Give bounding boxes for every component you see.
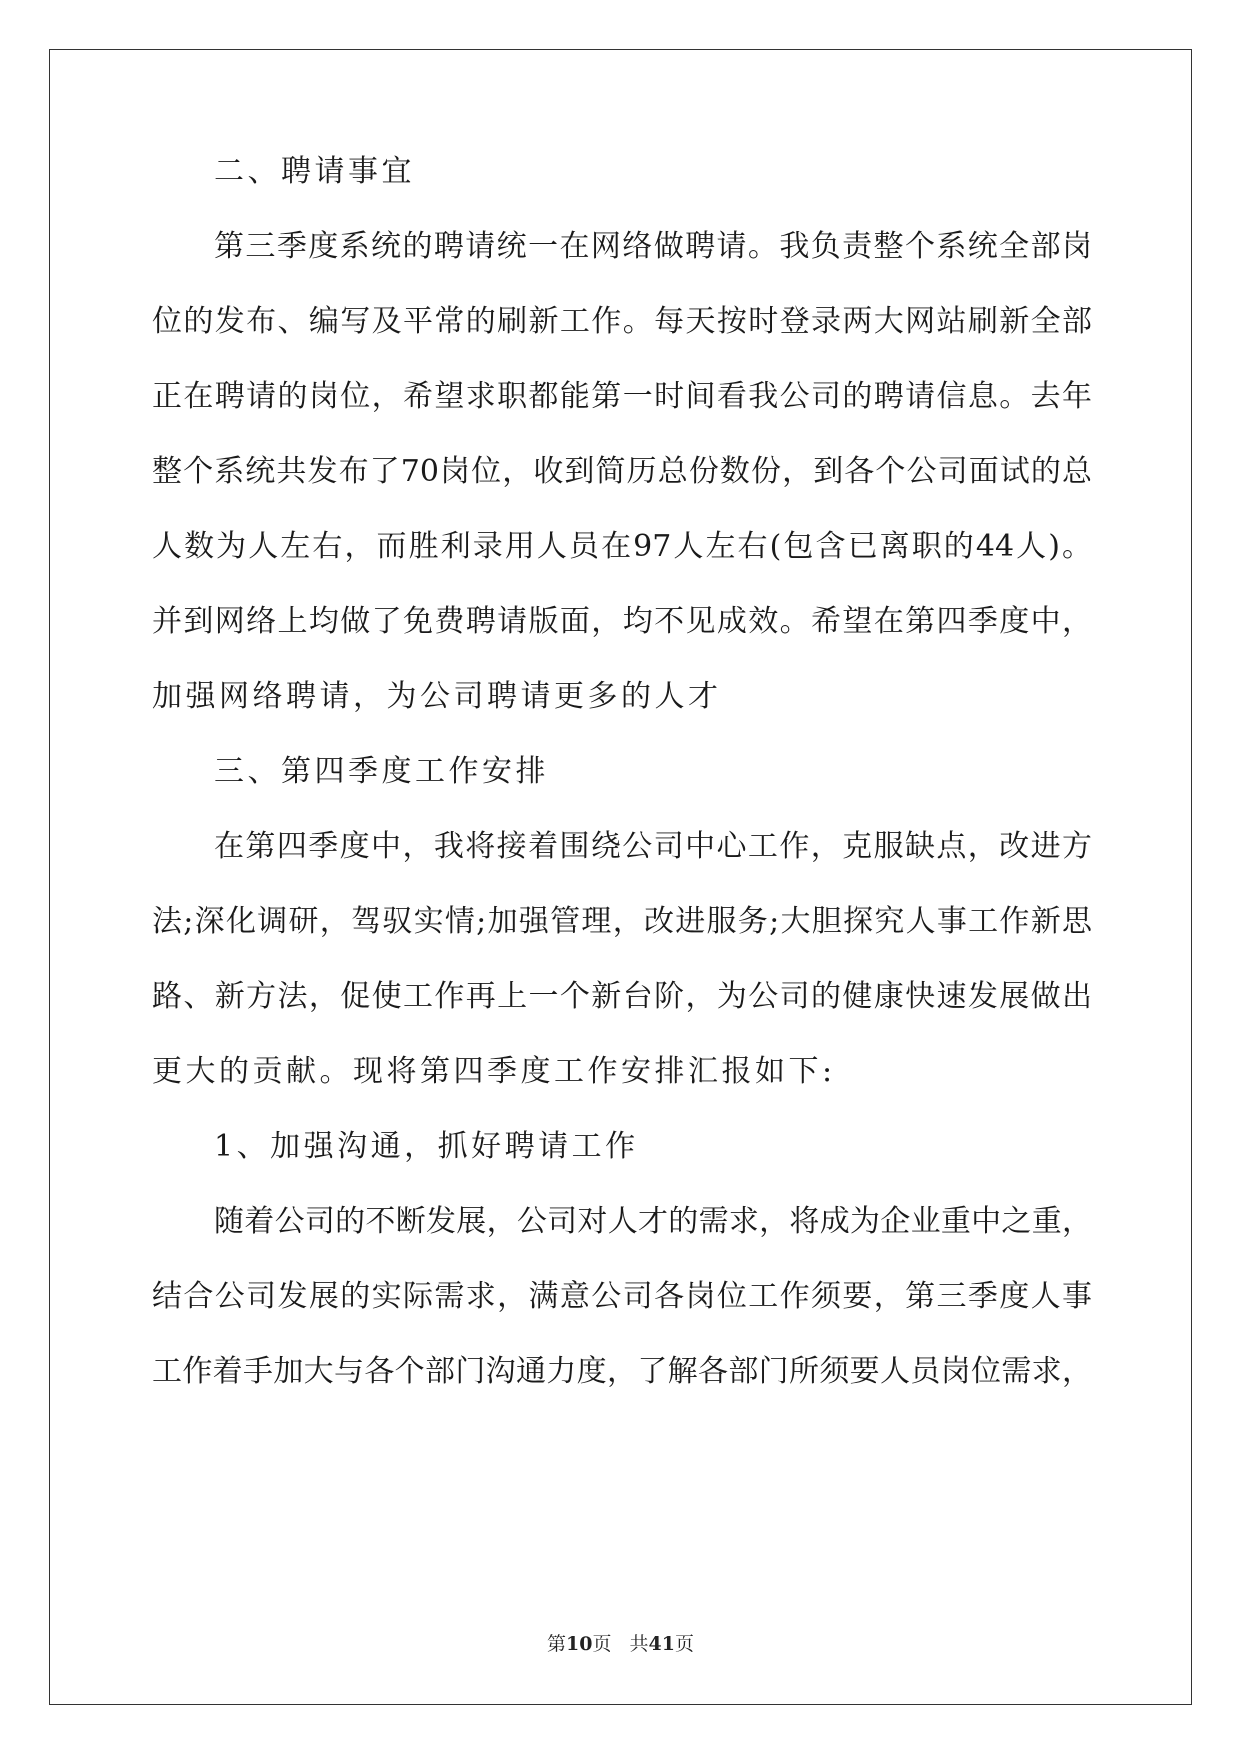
page-current: 10 bbox=[566, 1633, 593, 1655]
paragraph-line: 加强网络聘请，为公司聘请更多的人才 bbox=[152, 679, 722, 714]
page-border bbox=[49, 49, 1192, 1705]
page-total: 41 bbox=[648, 1633, 675, 1655]
paragraph-line: 路、新方法，促使工作再上一个新台阶，为公司的健康快速发展做出 bbox=[152, 979, 1092, 1014]
paragraph-line: 法;深化调研，驾驭实情;加强管理，改进服务;大胆探究人事工作新思 bbox=[152, 904, 1092, 939]
paragraph-line: 人数为人左右，而胜利录用人员在97人左右(包含已离职的44人)。 bbox=[152, 529, 1092, 564]
paragraph-line: 位的发布、编写及平常的刷新工作。每天按时登录两大网站刷新全部 bbox=[152, 304, 1092, 339]
paragraph-line: 结合公司发展的实际需求，满意公司各岗位工作须要，第三季度人事 bbox=[152, 1279, 1092, 1314]
section-heading-recruitment: 二、聘请事宜 bbox=[214, 154, 415, 189]
total-prefix: 共 bbox=[629, 1633, 649, 1655]
paragraph-line: 随着公司的不断发展，公司对人才的需求，将成为企业重中之重， bbox=[214, 1204, 1092, 1239]
paragraph-line: 更大的贡献。现将第四季度工作安排汇报如下: bbox=[152, 1054, 836, 1089]
paragraph-line: 在第四季度中，我将接着围绕公司中心工作，克服缺点，改进方 bbox=[214, 829, 1092, 864]
paragraph-line: 并到网络上均做了免费聘请版面，均不见成效。希望在第四季度中， bbox=[152, 604, 1092, 639]
page-footer bbox=[0, 1632, 1241, 1656]
page-prefix: 第 bbox=[547, 1633, 567, 1655]
page-suffix: 页 bbox=[592, 1633, 612, 1655]
paragraph-line: 工作着手加大与各个部门沟通力度，了解各部门所须要人员岗位需求， bbox=[152, 1354, 1092, 1389]
paragraph-line: 正在聘请的岗位，希望求职都能第一时间看我公司的聘请信息。去年 bbox=[152, 379, 1092, 414]
section-heading-q4-plan: 三、第四季度工作安排 bbox=[214, 754, 549, 789]
subheading-communication: 1、加强沟通，抓好聘请工作 bbox=[214, 1129, 639, 1164]
total-suffix: 页 bbox=[674, 1633, 694, 1655]
paragraph-line: 整个系统共发布了70岗位，收到简历总份数份，到各个公司面试的总 bbox=[152, 454, 1092, 489]
paragraph-line: 第三季度系统的聘请统一在网络做聘请。我负责整个系统全部岗 bbox=[214, 229, 1092, 264]
